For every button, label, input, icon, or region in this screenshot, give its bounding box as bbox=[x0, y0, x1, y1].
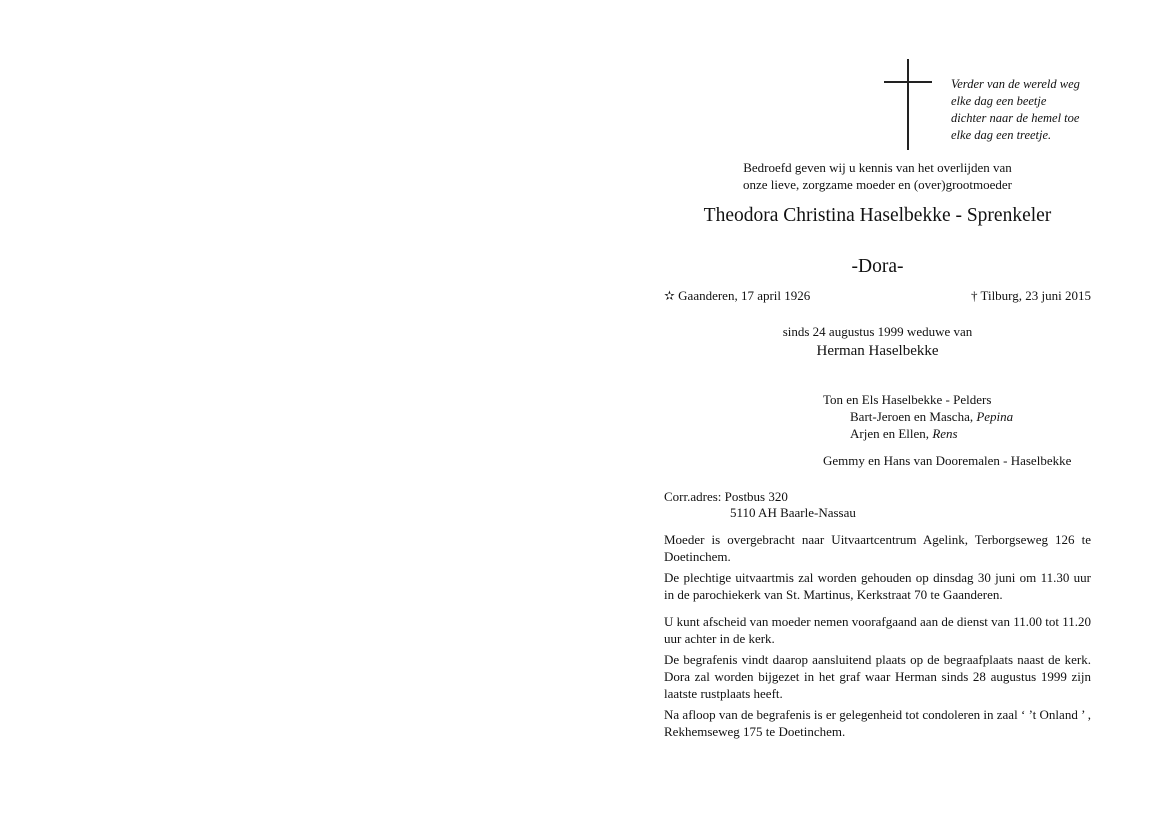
widow-line: sinds 24 augustus 1999 weduwe van bbox=[782, 324, 973, 339]
cross-icon-bar bbox=[884, 81, 932, 83]
dagger-icon: † bbox=[970, 288, 978, 303]
paragraph: U kunt afscheid van moeder nemen voorafgaand aan de dienst van 11.00 tot 11.20 uur achter in de kerk. bbox=[664, 614, 1091, 646]
birth-info bbox=[664, 288, 810, 304]
poem-line: elke dag een beetje bbox=[951, 94, 1047, 108]
paragraph: De plechtige uitvaartmis zal worden gehouden op dinsdag 30 juni om 11.30 uur in de parochiekerk van St. Martinus, Kerkstraat 70 te Gaanderen. bbox=[664, 570, 1091, 602]
intro-line: Bedroefd geven wij u kennis van het overlijden van bbox=[743, 160, 1012, 175]
family-line: Ton en Els Haselbekke - Pelders bbox=[823, 392, 992, 407]
star-icon: ✫ bbox=[664, 288, 675, 303]
intro-text bbox=[664, 159, 1091, 193]
nickname: -Dora- bbox=[851, 256, 904, 277]
family-line: Gemmy en Hans van Dooremalen - Haselbekke bbox=[823, 453, 1072, 468]
correspondence-address bbox=[664, 488, 788, 505]
great-grandchild: Pepina bbox=[976, 409, 1014, 424]
husband-name: Herman Haselbekke bbox=[816, 343, 939, 359]
intro-line: onze lieve, zorgzame moeder en (over)grootmoeder bbox=[742, 177, 1013, 192]
family-line bbox=[850, 408, 1013, 425]
birth-text: Gaanderen, 17 april 1926 bbox=[678, 288, 811, 303]
deceased-name: Theodora Christina Haselbekke - Sprenkeler bbox=[703, 205, 1052, 226]
paragraph: Na afloop van de begrafenis is er gelegenheid tot condoleren in zaal ‘ ’t Onland ’ , Rekhemseweg 175 te Doetinchem. bbox=[664, 707, 1091, 739]
paragraph: Moeder is overgebracht naar Uitvaartcentrum Agelink, Terborgseweg 126 te Doetinchem. bbox=[664, 532, 1091, 564]
death-text: Tilburg, 23 juni 2015 bbox=[980, 288, 1091, 303]
poem-line: Verder van de wereld weg bbox=[951, 77, 1080, 91]
corr-label: Corr.adres: bbox=[664, 489, 722, 504]
poem bbox=[951, 76, 1080, 144]
family-names: Arjen en Ellen, bbox=[850, 426, 933, 441]
family-names: Bart-Jeroen en Mascha, bbox=[850, 409, 977, 424]
poem-line: dichter naar de hemel toe bbox=[951, 111, 1080, 125]
great-grandchild: Rens bbox=[932, 426, 958, 441]
death-info bbox=[891, 288, 1091, 304]
paragraph: De begrafenis vindt daarop aansluitend plaats op de begraafplaats naast de kerk. Dora zal worden bijgezet in het graf waar Herman sinds 28 augustus 1999 zijn laatste rustplaats heeft. bbox=[664, 652, 1091, 701]
poem-line: elke dag een treetje. bbox=[951, 128, 1052, 142]
family-line bbox=[850, 425, 958, 442]
corr-line: 5110 AH Baarle-Nassau bbox=[730, 505, 856, 520]
cross-icon bbox=[907, 59, 909, 150]
corr-line: Postbus 320 bbox=[724, 489, 788, 504]
